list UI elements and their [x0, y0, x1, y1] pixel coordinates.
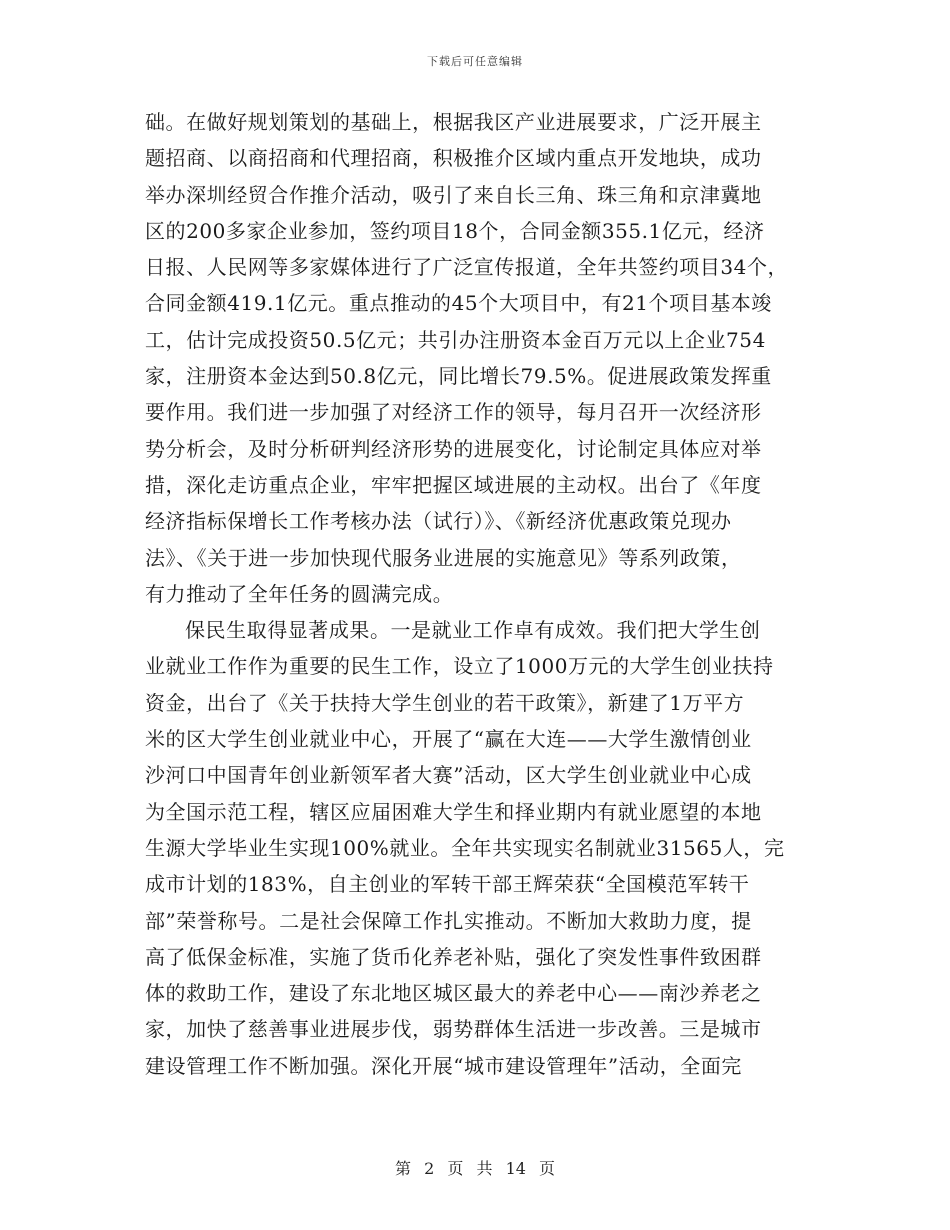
body-text: [145, 104, 810, 1084]
footer-prefix: 第: [394, 1159, 411, 1178]
text-line: 举办深圳经贸合作推介活动，吸引了来自长三角、珠三角和京津冀地: [145, 182, 762, 207]
text-line: 家，加快了慈善事业进展步伐，弱势群体生活进一步改善。三是城市: [145, 1017, 762, 1042]
text-line: 要作用。我们进一步加强了对经济工作的领导，每月召开一次经济形: [145, 400, 762, 425]
text-line: 势分析会，及时分析研判经济形势的进展变化，讨论制定具体应对举: [145, 436, 762, 461]
current-page-number: 2: [424, 1159, 435, 1178]
paragraph-start-line: 保民生取得显著成果。一是就业工作卓有成效。我们把大学生创: [185, 618, 761, 643]
text-line: 合同金额419.1亿元。重点推动的45个大项目中，有21个项目基本竣: [145, 291, 772, 316]
footer-page-word: 页: [447, 1159, 464, 1178]
text-line: 资金，出台了《关于扶持大学生创业的若干政策》，新建了1万平方: [145, 690, 745, 715]
text-line: 家，注册资本金达到50.8亿元，同比增长79.5%。促进展政策发挥重: [145, 364, 772, 389]
page-number-footer: [0, 1156, 950, 1179]
text-line: 体的救助工作，建设了东北地区城区最大的养老中心——南沙养老之: [145, 981, 762, 1006]
text-line: 题招商、以商招商和代理招商，积极推介区域内重点开发地块，成功: [145, 146, 762, 171]
text-line: 法》、《关于进一步加快现代服务业进展的实施意见》等系列政策，: [145, 545, 742, 570]
total-page-count: 14: [505, 1159, 526, 1178]
text-line: 沙河口中国青年创业新领军者大赛”活动，区大学生创业就业中心成: [145, 763, 752, 788]
footer-total-word: 共: [476, 1159, 493, 1178]
text-line: 高了低保金标准，实施了货币化养老补贴，强化了突发性事件致困群: [145, 944, 762, 969]
text-line: 础。在做好规划策划的基础上，根据我区产业进展要求，广泛开展主: [145, 110, 762, 134]
text-line: 经济指标保增长工作考核办法（试行）》、《新经济优惠政策兑现办: [145, 509, 732, 534]
text-line: 业就业工作作为重要的民生工作，设立了1000万元的大学生创业扶持: [145, 654, 774, 679]
text-line: 措，深化走访重点企业，牢牢把握区域进展的主动权。出台了《年度: [145, 472, 762, 497]
text-line: 有力推动了全年任务的圆满完成。: [145, 581, 454, 606]
text-line: 米的区大学生创业就业中心，开展了“赢在大连——大学生激情创业: [145, 727, 752, 752]
text-line: 为全国示范工程，辖区应届困难大学生和择业期内有就业愿望的本地: [145, 799, 762, 824]
footer-suffix: 页: [539, 1159, 556, 1178]
text-line: 工，估计完成投资50.5亿元；共引办注册资本金百万元以上企业754: [145, 327, 766, 352]
text-line: 建设管理工作不断加强。深化开展“城市建设管理年”活动，全面完: [145, 1053, 742, 1078]
text-line: 部”荣誉称号。二是社会保障工作扎实推动。不断加大救助力度，提: [145, 908, 752, 933]
text-line: 生源大学毕业生实现100%就业。全年共实现实名制就业31565人，完: [145, 835, 785, 860]
text-line: 成市计划的183%，自主创业的军转干部王辉荣获“全国模范军转干: [145, 872, 750, 897]
page-header-note: 下载后可任意编辑: [427, 55, 523, 68]
text-line: 区的200多家企业参加，签约项目18个，合同金额355.1亿元，经济: [145, 218, 765, 243]
text-line: 日报、人民网等多家媒体进行了广泛宣传报道，全年共签约项目34个，: [145, 255, 789, 280]
